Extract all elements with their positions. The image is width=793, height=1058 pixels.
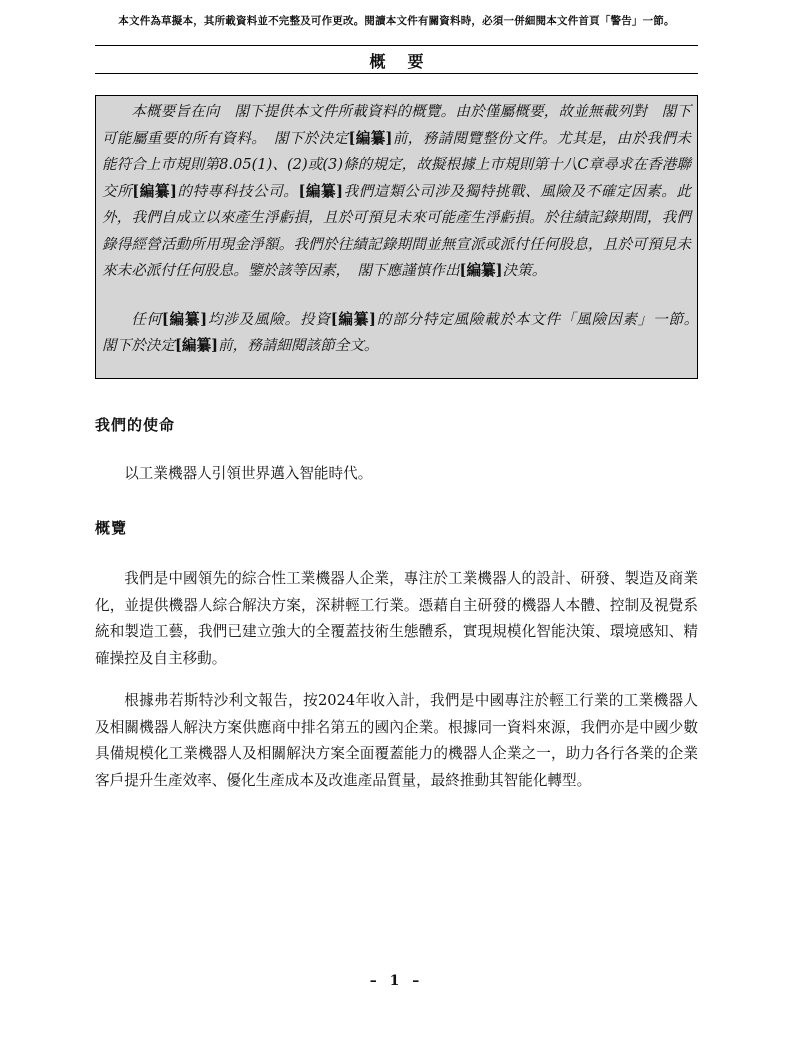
- redacted-marker: [編纂]: [132, 182, 177, 200]
- redacted-marker: [編纂]: [298, 182, 344, 200]
- title-rule-bottom: [95, 73, 698, 74]
- warning-text: 均涉及風險。投資: [207, 310, 331, 328]
- redacted-marker: [編纂]: [459, 262, 503, 279]
- draft-disclaimer: 本文件為草擬本，其所載資料並不完整及可作更改。閱讀本文件有關資料時，必須一併細閱本文件首頁「警告」一節。: [118, 15, 675, 27]
- warning-text: 前，務請閱覽整份文件。尤其是，由於我們未能符合上市規則第8.05(1)、(2)或(3)條的規定，故擬根據上市規則第十八C章尋求在香港聯交所: [102, 129, 691, 200]
- overview-paragraph-1: 我們是中國領先的綜合性工業機器人企業，專注於工業機器人的設計、研發、製造及商業化，並提供機器人綜合解決方案，深耕輕工行業。憑藉自主研發的機器人本體、控制及視覺系統和製造工藝，我們已建立強大的全覆蓋技術生態體系，實現規模化智能決策、環境感知、精確操控及自主移動。: [95, 570, 698, 667]
- warning-paragraph-2: [102, 307, 706, 360]
- redacted-marker: [編纂]: [174, 337, 218, 354]
- overview-paragraph-2: 根據弗若斯特沙利文報告，按2024年收入計，我們是中國專注於輕工行業的工業機器人及相關機器人解決方案供應商中排名第五的國內企業。根據同一資料來源，我們亦是中國少數具備規模化工業機器人及相關解決方案全面覆蓋能力的機器人企業之一，助力各行各業的企業客戶提升生產效率、優化生產成本及改進產品質量，最終推動其智能化轉型。: [95, 692, 698, 789]
- warning-text: 任何: [131, 310, 162, 328]
- title-rule-top: [95, 45, 698, 46]
- redacted-marker: [編纂]: [161, 310, 208, 328]
- page-number: – 1 –: [369, 973, 424, 989]
- warning-text: 的部分特定風險載於本文件「風險因素」一節。 閣下於決定: [102, 310, 706, 354]
- warning-text: 的特專科技公司。: [176, 182, 299, 200]
- section-title: 概要: [369, 52, 446, 71]
- mission-statement: 以工業機器人引領世界邁入智能時代。: [124, 465, 373, 482]
- mission-heading: 我們的使命: [95, 416, 176, 434]
- document-page: [95, 0, 706, 1058]
- warning-paragraph-1: [102, 99, 691, 285]
- warning-text: 本概要旨在向 閣下提供本文件所載資料的概覽。由於僅屬概要，故並無載列對 閣下可能屬重要的所有資料。 閣下於決定: [102, 103, 691, 147]
- warning-text: 決策。: [502, 262, 547, 279]
- redacted-marker: [編纂]: [330, 310, 376, 328]
- overview-heading: 概覽: [95, 519, 128, 537]
- redacted-marker: [編纂]: [348, 129, 393, 147]
- warning-text: 我們這類公司涉及獨特挑戰、風險及不確定因素。此外，我們自成立以來產生淨虧損，且於可預見未來可能產生淨虧損。於往績記錄期間，我們錄得經營活動所用現金淨額。我們於往績記錄期間並無宣派或派付任何股息，且於可預見未來未必派付任何股息。鑒於該等因素， 閣下應謹慎作出: [102, 182, 691, 279]
- warning-box: [95, 95, 706, 379]
- warning-text: 前，務請細閱該節全文。: [217, 337, 379, 354]
